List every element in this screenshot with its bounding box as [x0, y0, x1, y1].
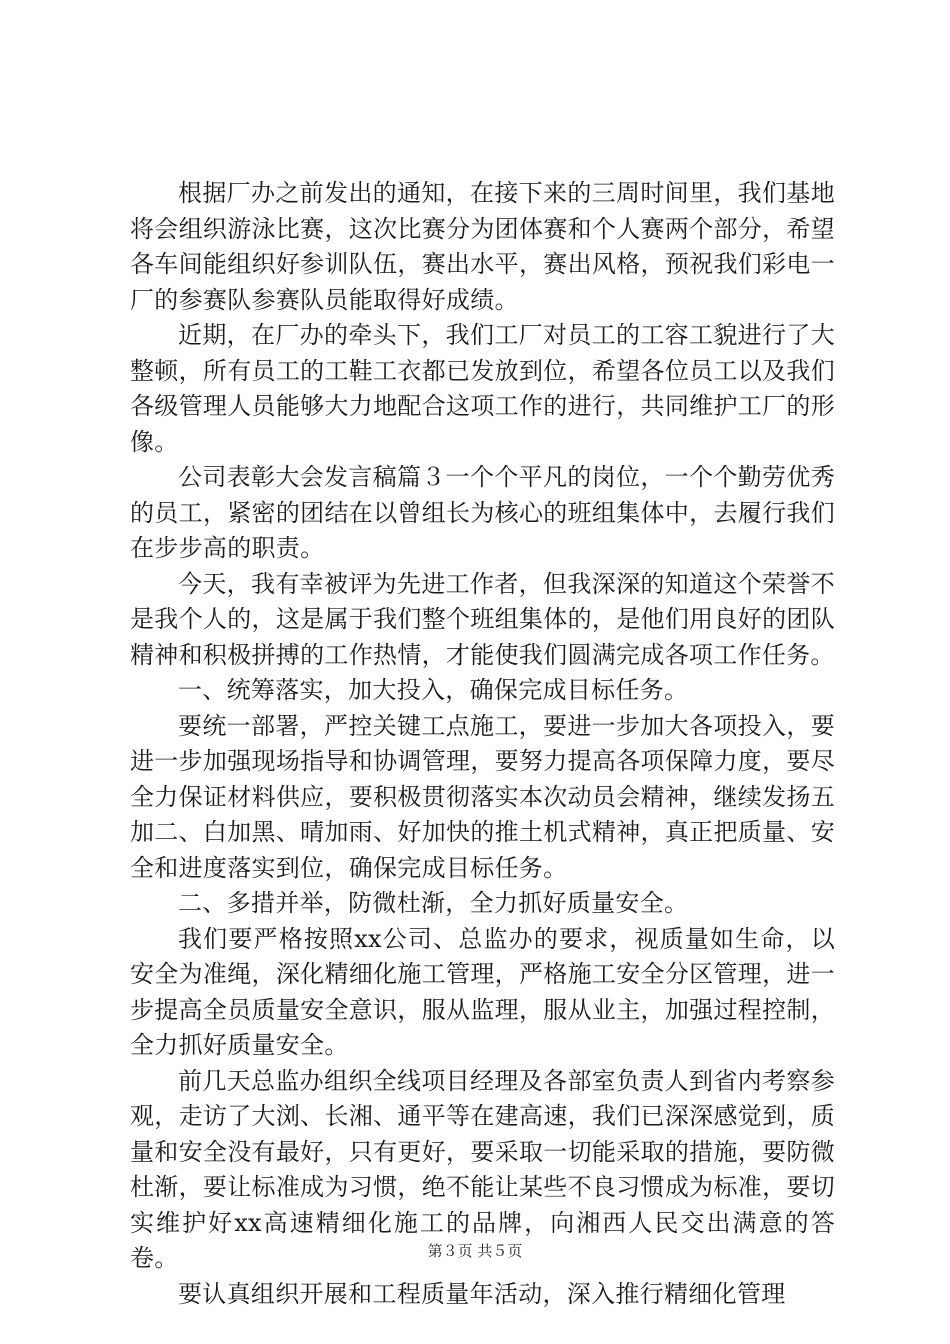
paragraph: 我们要严格按照xx公司、总监办的要求，视质量如生命，以安全为准绳，深化精细化施工管理，严格施工安全分区管理，进一步提高全员质量安全意识，服从监理，服从业主，加强过程控制，全力抓好质量安全。	[130, 924, 835, 1059]
paragraph: 要统一部署，严控关键工点施工，要进一步加大各项投入，要进一步加强现场指导和协调管理，要努力提高各项保障力度，要尽全力保证材料供应，要积极贯彻落实本次动员会精神，继续发扬五加二、白加黑、晴加雨、好加快的推土机式精神，真正把质量、安全和进度落实到位，确保完成目标任务。	[130, 711, 835, 882]
page-total: 共５页	[477, 1242, 523, 1260]
section-heading: 一、统筹落实，加大投入，确保完成目标任务。	[178, 676, 689, 704]
paragraph: 近期，在厂办的牵头下，我们工厂对员工的工容工貌进行了大整顿，所有员工的工鞋工衣都已发放到位，希望各位员工以及我们各级管理人员能够大力地配合这项工作的进行，共同维护工厂的形像。	[130, 321, 835, 456]
paragraph: 今天，我有幸被评为先进工作者，但我深深的知道这个荣誉不是我个人的，这是属于我们整个班组集体的，是他们用良好的团队精神和积极拼搏的工作热情，才能使我们圆满完成各项工作任务。	[130, 569, 835, 669]
page-number: 第３页	[427, 1242, 473, 1260]
document-body	[130, 176, 835, 1312]
paragraph: 要认真组织开展和工程质量年活动，深入推行精细化管理	[178, 1279, 786, 1308]
paragraph: 根据厂办之前发出的通知，在接下来的三周时间里，我们基地将会组织游泳比赛，这次比赛分为团体赛和个人赛两个部分，希望各车间能组织好参训队伍，赛出水平，赛出风格，预祝我们彩电一厂的参赛队参赛队员能取得好成绩。	[130, 179, 835, 314]
section-heading: 二、多措并举，防微杜渐，全力抓好质量安全。	[178, 889, 689, 917]
page-footer	[0, 1240, 950, 1261]
paragraph: 公司表彰大会发言稿篇３一个个平凡的岗位，一个个勤劳优秀的员工，紧密的团结在以曾组长为核心的班组集体中，去履行我们在步步高的职责。	[130, 463, 835, 562]
paragraph: 前几天总监办组织全线项目经理及各部室负责人到省内考察参观，走访了大浏、长湘、通平等在建高速，我们已深深感觉到，质量和安全没有最好，只有更好，要采取一切能采取的措施，要防微杜渐，要让标准成为习惯，绝不能让某些不良习惯成为标准，要切实维护好xx高速精细化施工的品牌，向湘西人民交出满意的答卷。	[130, 1066, 835, 1272]
